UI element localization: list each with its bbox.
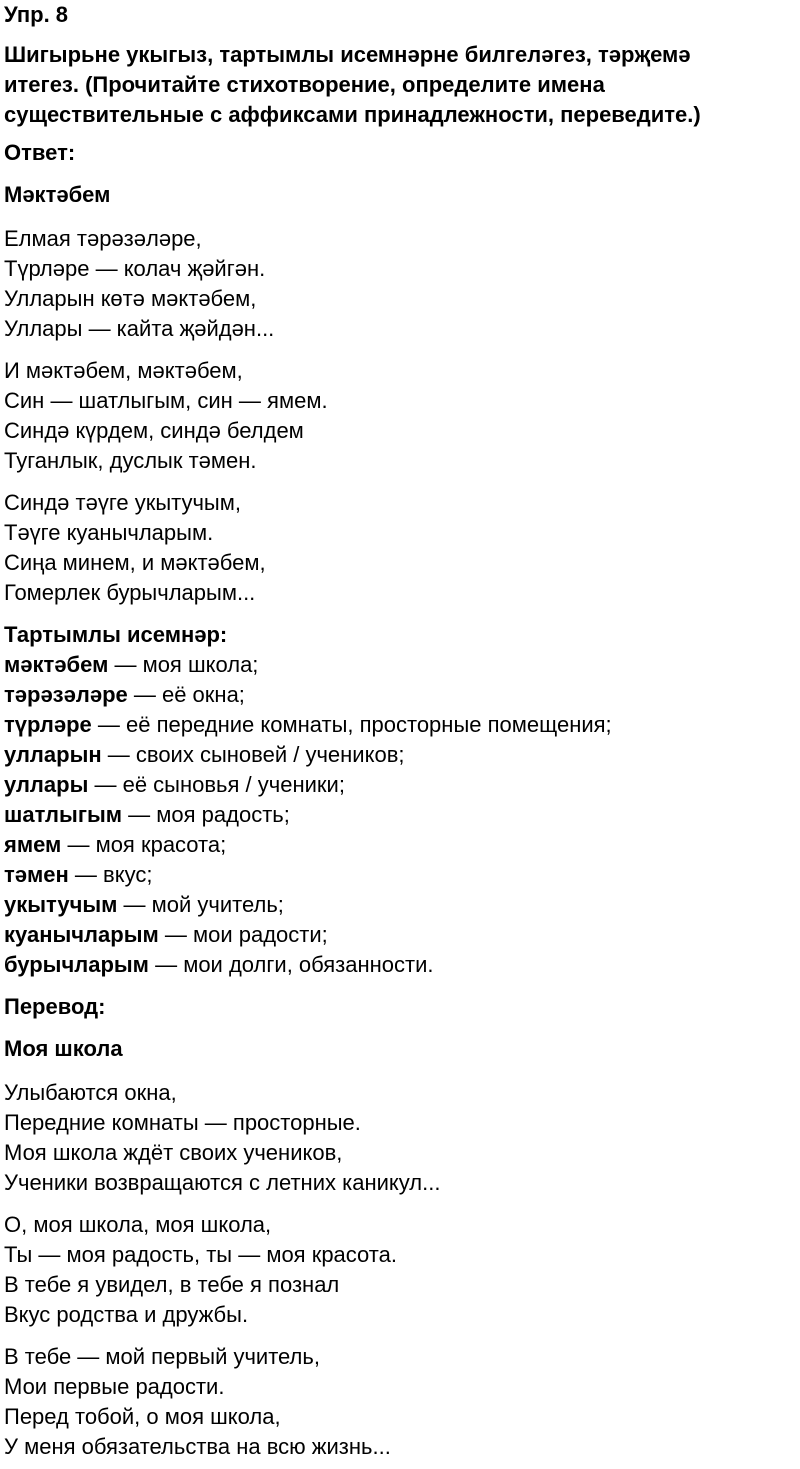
vocab-word: уллары xyxy=(4,772,89,797)
tatar-stanza-1 xyxy=(4,224,796,344)
vocab-item xyxy=(4,710,796,740)
vocab-word: шатлыгым xyxy=(4,802,123,827)
poem-line: Синдә тәүге укытучым, xyxy=(4,490,241,515)
tatar-stanza-2 xyxy=(4,356,796,476)
poem-line: У меня обязательства на всю жизнь... xyxy=(4,1434,391,1459)
answer-label: Ответ: xyxy=(4,140,76,165)
vocab-word: тәрәзәләре xyxy=(4,682,128,707)
vocab-meaning: — моя школа; xyxy=(108,652,259,677)
vocab-section xyxy=(4,620,796,980)
poem-line: В тебе — мой первый учитель, xyxy=(4,1344,320,1369)
vocab-meaning: — её сыновья / ученики; xyxy=(88,772,345,797)
vocab-item xyxy=(4,680,796,710)
task-instructions xyxy=(4,40,796,130)
translation-stanza-3 xyxy=(4,1342,796,1462)
translation-stanza-2 xyxy=(4,1210,796,1330)
vocab-word: тәмен xyxy=(4,862,69,887)
vocab-heading: Тартымлы исемнәр: xyxy=(4,622,228,647)
vocab-meaning: — её окна; xyxy=(127,682,245,707)
poem-line: Улларын көтә мәктәбем, xyxy=(4,286,257,311)
vocab-meaning: — вкус; xyxy=(68,862,153,887)
vocab-item xyxy=(4,920,796,950)
vocab-item xyxy=(4,650,796,680)
poem-line: Түрләре — колач җәйгән. xyxy=(4,256,266,281)
vocab-word: улларын xyxy=(4,742,102,767)
poem-line: Ты — моя радость, ты — моя красота. xyxy=(4,1242,397,1267)
poem-line: Сиңа минем, и мәктәбем, xyxy=(4,550,266,575)
vocab-word: куанычларым xyxy=(4,922,159,947)
exercise-label: Упр. 8 xyxy=(4,2,69,27)
vocab-meaning: — мой учитель; xyxy=(117,892,284,917)
vocab-word: ямем xyxy=(4,832,62,857)
poem-line: Вкус родства и дружбы. xyxy=(4,1302,249,1327)
vocab-item xyxy=(4,860,796,890)
vocab-item xyxy=(4,830,796,860)
vocab-word: түрләре xyxy=(4,712,92,737)
vocab-word: бурычларым xyxy=(4,952,149,977)
vocab-meaning: — мои радости; xyxy=(158,922,328,947)
vocab-word: укытучым xyxy=(4,892,118,917)
poem-line: И мәктәбем, мәктәбем, xyxy=(4,358,243,383)
poem-line: Тәүге куанычларым. xyxy=(4,520,214,545)
vocab-item xyxy=(4,890,796,920)
poem-line: Син — шатлыгым, син — ямем. xyxy=(4,388,328,413)
poem-line: Гомерлек бурычларым... xyxy=(4,580,256,605)
vocab-meaning: — моя красота; xyxy=(61,832,227,857)
poem-line: Уллары — кайта җәйдән... xyxy=(4,316,275,341)
poem-line: Перед тобой, о моя школа, xyxy=(4,1404,281,1429)
poem-line: Ученики возвращаются с летних каникул... xyxy=(4,1170,441,1195)
poem-line: Передние комнаты — просторные. xyxy=(4,1110,361,1135)
tatar-poem-title: Мәктәбем xyxy=(4,182,111,207)
poem-line: О, моя школа, моя школа, xyxy=(4,1212,272,1237)
task-line: Шигырьне укыгыз, тартымлы исемнәрне билгеләгез, тәрҗемә xyxy=(4,42,691,67)
task-line: существительные с аффиксами принадлежности, переведите.) xyxy=(4,102,701,127)
poem-line: Улыбаются окна, xyxy=(4,1080,177,1105)
vocab-item xyxy=(4,800,796,830)
tatar-stanza-3 xyxy=(4,488,796,608)
task-line: итегез. (Прочитайте стихотворение, определите имена xyxy=(4,72,605,97)
poem-line: Туганлык, дуслык тәмен. xyxy=(4,448,257,473)
vocab-item xyxy=(4,740,796,770)
vocab-word: мәктәбем xyxy=(4,652,109,677)
vocab-meaning: — мои долги, обязанности. xyxy=(148,952,434,977)
vocab-meaning: — своих сыновей / учеников; xyxy=(101,742,405,767)
translation-title: Моя школа xyxy=(4,1036,123,1061)
vocab-meaning: — моя радость; xyxy=(122,802,290,827)
vocab-item xyxy=(4,770,796,800)
vocab-meaning: — её передние комнаты, просторные помещения; xyxy=(91,712,612,737)
poem-line: Синдә күрдем, синдә белдем xyxy=(4,418,304,443)
translation-stanza-1 xyxy=(4,1078,796,1198)
translation-heading: Перевод: xyxy=(4,994,106,1019)
poem-line: В тебе я увидел, в тебе я познал xyxy=(4,1272,340,1297)
poem-line: Мои первые радости. xyxy=(4,1374,225,1399)
poem-line: Моя школа ждёт своих учеников, xyxy=(4,1140,343,1165)
poem-line: Елмая тәрәзәләре, xyxy=(4,226,202,251)
vocab-item xyxy=(4,950,796,980)
